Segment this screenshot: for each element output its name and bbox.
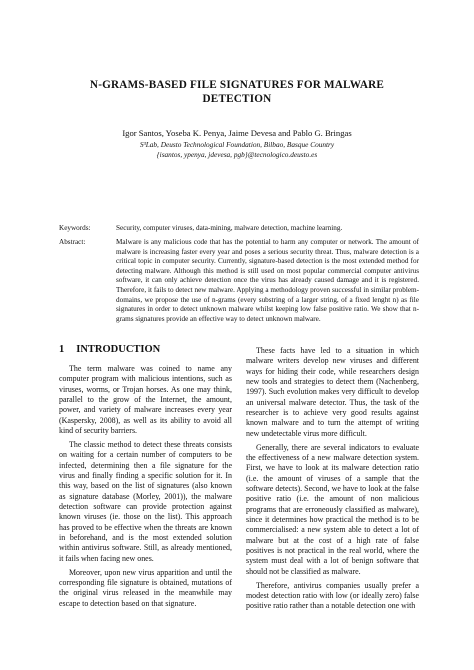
affiliation: S³Lab, Deusto Technological Foundation, Bilbao, Basque Country (139, 140, 335, 149)
paragraph: These facts have led to a situation in which malware writers develop new viruses and different ways for hiding their code, while researchers design new tools and strategies to detect them (Nachenberg, 1997). Such evolution makes very difficult to develop an universal malware detector. Thus, the task of the researcher is to achieve very good results against known malware and to turn the attempt of writing new undetectable virus more difficult. (246, 346, 419, 438)
paragraph: Therefore, antivirus companies usually prefer a modest detection ratio with low (or ideally zero) false positive ratio rather than a notable detection one with (246, 580, 419, 611)
section-number: 1 (59, 344, 65, 355)
section-heading (59, 343, 160, 356)
paragraph: The term malware was coined to name any computer program with malicious intentions, such as viruses, worms, or Trojan horses. As one may think, parallel to the grow of the Internet, the amount, power, and variety of malware increases every year (Kaspersky, 2008), as well as its ability to avoid all kind of security barriers. (59, 364, 232, 436)
left-column (59, 364, 232, 612)
title-line-1: N-GRAMS-BASED FILE SIGNATURES FOR MALWARE (89, 79, 385, 91)
abstract-label: Abstract: (59, 238, 86, 246)
title-line-2: DETECTION (202, 92, 272, 105)
paragraph: The classic method to detect these threats consists on waiting for a certain number of computers to be infected, determining then a file signature for the virus and finally finding a specific solution for it. In this way, based on the list of signatures (also known as signature database (Morley, 2001)), the malware detection software can provide protection against known viruses (ie. those on the list). This approach has proved to be effective when the threats are known in beforehand, and is the most extended solution within antivirus software. Still, as already mentioned, it fails when facing new ones. (59, 439, 232, 563)
keywords-text: Security, computer viruses, data-mining, malware detection, machine learning. (116, 224, 343, 232)
authors: Igor Santos, Yoseba K. Penya, Jaime Devesa and Pablo G. Bringas (122, 128, 352, 138)
right-column (246, 346, 419, 615)
emails: {isantos, ypenya, jdevesa, pgb}@tecnologico.deusto.es (156, 150, 318, 159)
affiliation-block (40, 140, 434, 160)
paragraph: Generally, there are several indicators to evaluate the effectiveness of a new malware detection system. First, we have to look at its malware detection ratio (i.e. the amount of viruses of a sample that the software detects). Second, we have to look at the false positive ratio (i.e. the amount of non malicious programs that are erroneously classified as malware), since it determines how practical the method is to be commercialised: a new system able to detect a lot of malware but at the cost of a high rate of false positives is not practical in the real world, where the system must deal with a lot of benign software that should not be classified as malware. (246, 442, 419, 576)
paragraph: Moreover, upon new virus apparition and until the corresponding file signature is obtained, mutations of the original virus released in the meanwhile may escape to detection based on that signature. (59, 567, 232, 608)
paper-title (40, 79, 434, 106)
keywords-label: Keywords: (59, 224, 91, 232)
abstract-text: Malware is any malicious code that has the potential to harm any computer or network. The amount of malware is increasing faster every year and poses a serious security threat. Thus, malware detection is a critical topic in computer security. Currently, signature-based detection is the most extended method for detecting malware. Although this method is still used on most popular commercial computer antivirus software, it can only achieve detection once the virus has already caused damage and it is registered. Therefore, it fails to detect new malware. Applying a methodology proven successful in similar problem-domains, we propose the use of n-grams (every substring of a larger string, of a fixed lenght n) as file signatures in order to detect unknown malware whilst keeping low false positive ratio. We show that n-grams signatures provide an effective way to detect unknown malware. (116, 238, 419, 323)
section-title: INTRODUCTION (76, 344, 161, 355)
